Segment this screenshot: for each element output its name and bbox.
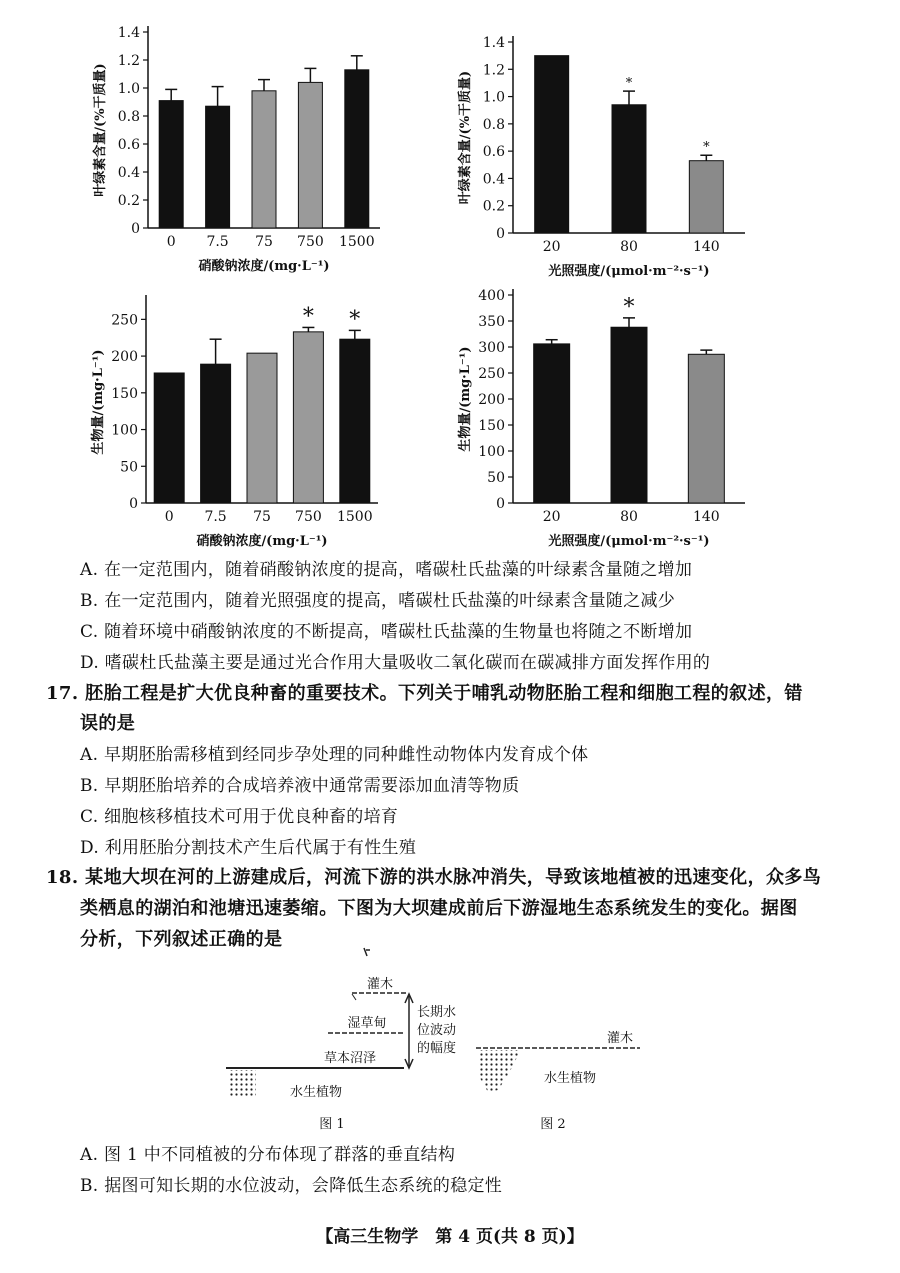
q17-stem-line2: 误的是	[80, 713, 136, 734]
y-tick-label: 0.2	[117, 193, 140, 209]
y-tick-label: 200	[478, 392, 505, 408]
bar	[201, 364, 231, 503]
x-tick-label: 20	[542, 239, 561, 255]
bar	[535, 56, 569, 233]
chart-chlorophyll-nitrate	[90, 20, 410, 275]
y-axis-label: 叶绿素含量/(%干质量)	[93, 63, 108, 197]
fig1-aquatic-dots	[230, 1070, 256, 1096]
bar	[689, 161, 723, 233]
y-tick-label: 100	[111, 422, 138, 439]
significance-asterisk: *	[623, 294, 635, 320]
bar	[159, 101, 183, 228]
significance-asterisk: *	[703, 140, 710, 156]
page-footer: 【高三生物学 第 4 页(共 8 页)】	[316, 1227, 584, 1247]
bar	[252, 91, 276, 228]
y-tick-label: 1.2	[117, 53, 140, 69]
y-tick-label: 1.4	[117, 25, 140, 41]
y-tick-label: 0.6	[117, 137, 140, 153]
wetland-figure	[0, 938, 900, 1138]
bar	[688, 354, 724, 503]
bar	[247, 353, 277, 503]
x-tick-label: 750	[297, 234, 324, 250]
fig1-label-wet-meadow: 湿草甸	[347, 1016, 387, 1031]
x-tick-label: 80	[620, 509, 638, 525]
bar	[298, 82, 322, 228]
chart-biomass-nitrate	[88, 285, 408, 550]
fig1-label-aquatic: 水生植物	[289, 1085, 343, 1100]
bar	[206, 106, 230, 228]
x-tick-label: 7.5	[206, 234, 229, 250]
y-tick-label: 0.4	[117, 165, 140, 181]
y-tick-label: 0	[496, 496, 505, 512]
y-axis-label: 叶绿素含量/(%干质量)	[458, 70, 473, 205]
y-tick-label: 1.2	[482, 62, 505, 79]
chart-chlorophyll-light	[455, 28, 775, 278]
q18-option-a: A. 图 1 中不同植被的分布体现了群落的垂直结构	[80, 1145, 456, 1165]
fig2-caption: 图 2	[540, 1117, 566, 1132]
fig1-label-shrub: 灌木	[366, 977, 394, 992]
chart-biomass-light-svg	[455, 285, 775, 550]
y-tick-label: 0.8	[482, 116, 505, 133]
y-tick-label: 50	[487, 470, 505, 486]
y-tick-label: 1.0	[482, 89, 505, 106]
q16-option-d: D. 嗜碳杜氏盐藻主要是通过光合作用大量吸收二氧化碳而在碳减排方面发挥作用的	[80, 653, 711, 673]
q17-option-b: B. 早期胚胎培养的合成培养液中通常需要添加血清等物质	[80, 776, 520, 796]
bar	[340, 339, 370, 503]
y-tick-label: 150	[111, 385, 138, 402]
fig1-caption: 图 1	[319, 1117, 345, 1132]
x-axis-label: 光照强度/(μmol·m⁻²·s⁻¹)	[548, 264, 710, 279]
stray-mark	[364, 948, 370, 956]
x-tick-label: 20	[542, 509, 561, 525]
q17-option-a: A. 早期胚胎需移植到经同步孕处理的同种雌性动物体内发育成个体	[80, 745, 589, 765]
y-tick-label: 0	[496, 226, 505, 242]
x-tick-label: 1500	[336, 509, 373, 525]
y-tick-label: 350	[478, 314, 505, 330]
q16-option-b: B. 在一定范围内，随着光照强度的提高，嗜碳杜氏盐藻的叶绿素含量随之减少	[80, 591, 676, 611]
x-tick-label: 750	[295, 509, 322, 525]
y-tick-label: 100	[478, 444, 505, 460]
y-tick-label: 150	[478, 418, 505, 434]
chart-chlorophyll-light-svg	[455, 28, 775, 278]
significance-asterisk: *	[625, 76, 633, 92]
y-tick-label: 1.4	[482, 35, 505, 51]
fig1-bracket-line2: 位波动	[417, 1023, 457, 1038]
x-axis-label: 硝酸钠浓度/(mg·L⁻¹)	[196, 534, 328, 549]
x-tick-label: 80	[620, 239, 638, 255]
x-tick-label: 75	[253, 509, 271, 525]
y-tick-label: 0.4	[482, 171, 505, 188]
x-tick-label: 7.5	[204, 509, 227, 525]
x-axis-label: 光照强度/(μmol·m⁻²·s⁻¹)	[548, 534, 710, 549]
fig1-bracket-line3: 的幅度	[417, 1041, 457, 1056]
chart-biomass-light	[455, 285, 775, 550]
fig2-aquatic-dots	[478, 1050, 520, 1092]
y-tick-label: 400	[478, 288, 505, 304]
x-tick-label: 0	[164, 509, 174, 525]
bar	[293, 332, 323, 503]
y-tick-label: 0	[131, 221, 140, 237]
q16-option-c: C. 随着环境中硝酸钠浓度的不断提高，嗜碳杜氏盐藻的生物量也将随之不断增加	[80, 622, 693, 642]
chart-chlorophyll-nitrate-svg	[90, 20, 410, 275]
significance-asterisk: *	[302, 304, 314, 330]
y-tick-label: 300	[478, 340, 505, 356]
fig1-label-marsh: 草本沼泽	[323, 1051, 377, 1066]
y-tick-label: 0.8	[117, 109, 140, 125]
fig2-label-shrub: 灌木	[606, 1031, 634, 1046]
bar	[345, 70, 369, 228]
x-tick-label: 140	[692, 239, 720, 255]
q17-option-c: C. 细胞核移植技术可用于优良种畜的培育	[80, 807, 399, 827]
y-tick-label: 200	[111, 349, 138, 366]
bar	[154, 373, 184, 503]
bar	[612, 105, 646, 233]
x-tick-label: 140	[692, 509, 720, 525]
bar	[534, 344, 570, 503]
q18-stem-line1: 18. 某地大坝在河的上游建成后，河流下游的洪水脉冲消失，导致该地植被的迅速变化，众多鸟	[46, 867, 822, 888]
x-tick-label: 0	[166, 234, 176, 250]
chart-biomass-nitrate-svg	[88, 285, 408, 550]
y-axis-label: 生物量/(mg·L⁻¹)	[91, 349, 106, 455]
q17-option-d: D. 利用胚胎分割技术产生后代属于有性生殖	[80, 838, 417, 858]
significance-asterisk: *	[349, 307, 361, 333]
q16-option-a: A. 在一定范围内，随着硝酸钠浓度的提高，嗜碳杜氏盐藻的叶绿素含量随之增加	[80, 560, 693, 580]
y-tick-label: 0.2	[482, 198, 505, 215]
q18-option-b: B. 据图可知长期的水位波动，会降低生态系统的稳定性	[80, 1176, 503, 1196]
bar	[611, 327, 647, 503]
q18-stem-line3: 分析，下列叙述正确的是	[80, 929, 283, 950]
y-tick-label: 0.6	[482, 144, 505, 161]
fig1-bracket-line1: 长期水	[417, 1005, 457, 1020]
fig2-label-aquatic: 水生植物	[543, 1071, 597, 1086]
q18-stem-line2: 类栖息的湖泊和池塘迅速萎缩。下图为大坝建成前后下游湿地生态系统发生的变化。据图	[80, 898, 798, 919]
y-tick-label: 1.0	[117, 81, 140, 97]
y-tick-label: 250	[478, 366, 505, 382]
x-axis-label: 硝酸钠浓度/(mg·L⁻¹)	[198, 259, 330, 274]
y-tick-label: 250	[111, 312, 138, 329]
x-tick-label: 1500	[338, 234, 375, 250]
y-tick-label: 0	[129, 496, 138, 512]
q17-stem-line1: 17. 胚胎工程是扩大优良种畜的重要技术。下列关于哺乳动物胚胎工程和细胞工程的叙述，错	[46, 683, 803, 704]
y-tick-label: 50	[120, 459, 138, 476]
x-tick-label: 75	[255, 234, 273, 250]
y-axis-label: 生物量/(mg·L⁻¹)	[458, 346, 473, 452]
